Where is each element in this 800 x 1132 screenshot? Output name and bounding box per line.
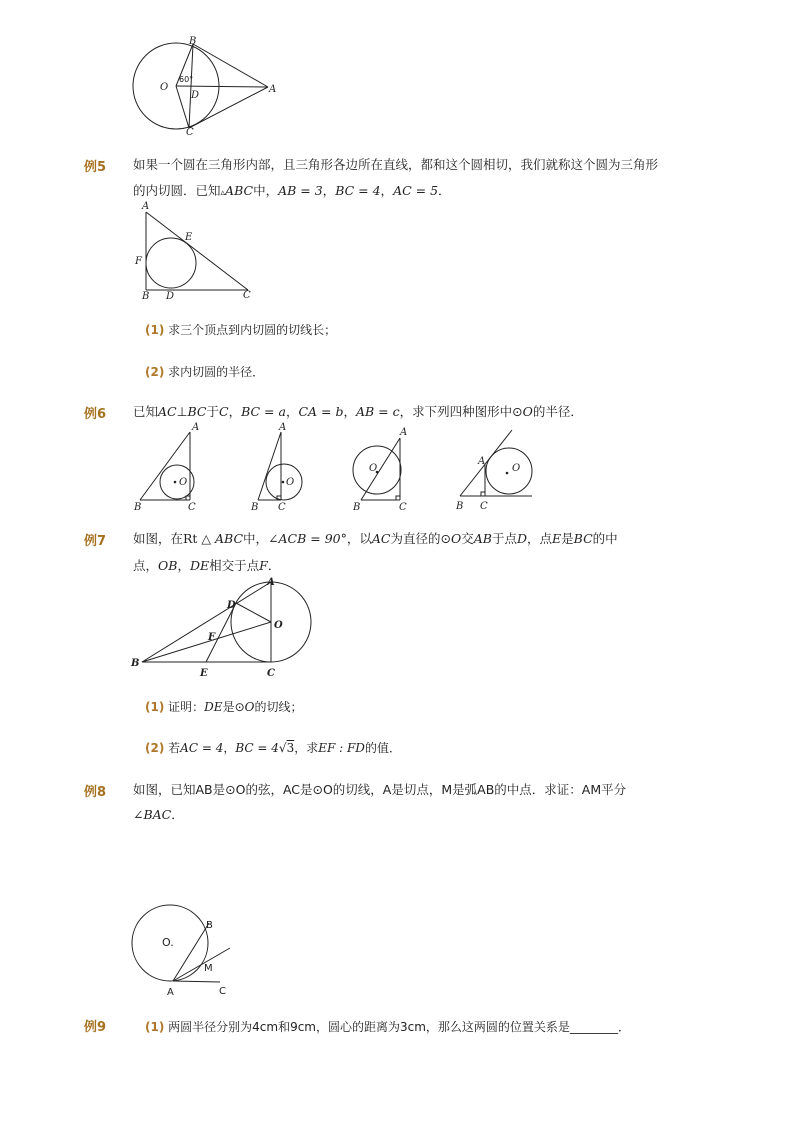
label-c: C [278,502,286,513]
example-6-label: 例6 [84,407,107,422]
example-7-line2: 点，OB，DE相交于点F． [133,558,281,573]
label-o: O [286,477,295,488]
label-o: O [369,463,378,474]
example-5-line1: 如果一个圆在三角形内部，且三角形各边所在直线，都和这个圆相切，我们就称这个圆为三角形 [133,157,659,172]
label-o: O [160,82,169,93]
example-9-question-1: (1) 两圆半径分别为4cm和9cm，圆心的距离为3cm，那么这两圆的位置关系是________． [145,1020,630,1034]
label-a: A [400,427,408,438]
label-b: B [456,501,464,512]
label-b: B [206,920,213,931]
label-d: D [166,291,175,302]
example-5-question-1: (1) 求三个顶点到内切圆的切线长； [145,323,337,337]
label-a: A [269,84,277,95]
label-f: F [135,256,142,267]
side-ac [146,212,248,290]
label-b: B [251,502,259,513]
label-a: A [478,456,486,467]
label-c: C [243,290,251,301]
label-b: B [353,502,361,513]
answer-blank[interactable]: ________ [569,1020,618,1034]
example-8-line2: ∠BAC． [133,807,184,822]
label-b: B [142,291,150,302]
label-c: C [219,986,226,997]
label-e: E [185,232,193,243]
label-b: B [134,502,142,513]
example-7-question-1: (1) 证明：DE是⊙O的切线； [145,700,303,714]
ex6-figure-2 [248,420,318,512]
label-c: C [186,127,194,138]
label-m: M [204,963,213,974]
example-7-label: 例7 [84,534,107,549]
label-a: A [142,201,150,212]
ex8-figure [130,900,250,1000]
segment-oa [176,86,268,87]
segment-oc [176,86,189,128]
example-5-line2: 的内切圆．已知▵ABC中，AB = 3，BC = 4，AC = 5． [133,183,451,198]
example-8-label: 例8 [84,785,107,800]
label-o: O [179,477,188,488]
label-c: C [267,668,275,679]
label-c: C [399,502,407,513]
label-b: B [131,658,140,669]
example-5-question-2: (2) 求内切圆的半径． [145,365,265,379]
label-a: A [279,422,287,433]
incircle [146,238,196,288]
label-e: E [200,668,208,679]
top-circle-figure [130,36,290,136]
segment-ca [189,87,268,128]
label-angle: 60° [179,75,194,84]
label-o: O. [162,936,174,949]
example-8-line1: 如图，已知AB是⊙O的弦，AC是⊙O的切线，A是切点，M是弧AB的中点．求证：AM平分 [133,782,627,797]
example-6-text: 已知AC⊥BC于C，BC = a，CA = b，AB = c，求下列四种图形中⊙O的半径． [133,404,583,419]
label-o: O [512,463,521,474]
label-c: C [480,501,488,512]
label-d: D [191,90,200,101]
example-7-line1: 如图，在Rt △ ABC中，∠ACB = 90°，以AC为直径的⊙O交AB于点D，点E是BC的中 [133,531,618,546]
ex7-figure [130,574,320,684]
label-c: C [188,502,196,513]
label-a: A [167,987,174,998]
label-f: F [208,632,216,643]
example-9-label: 例9 [84,1020,107,1035]
example-7-question-2: (2) 若AC = 4，BC = 4√3，求EF : FD的值． [145,741,401,755]
label-b: B [189,36,197,47]
ex6-figure-4 [452,420,542,512]
label-d: D [227,600,236,611]
label-a: A [267,577,275,588]
label-a: A [192,422,200,433]
example-5-label: 例5 [84,160,107,175]
ex6-figure-3 [350,420,420,512]
ex6-figure-1 [132,420,212,512]
label-o: O [274,620,283,631]
segment-ba [193,44,268,87]
incircle-figure [132,200,262,300]
